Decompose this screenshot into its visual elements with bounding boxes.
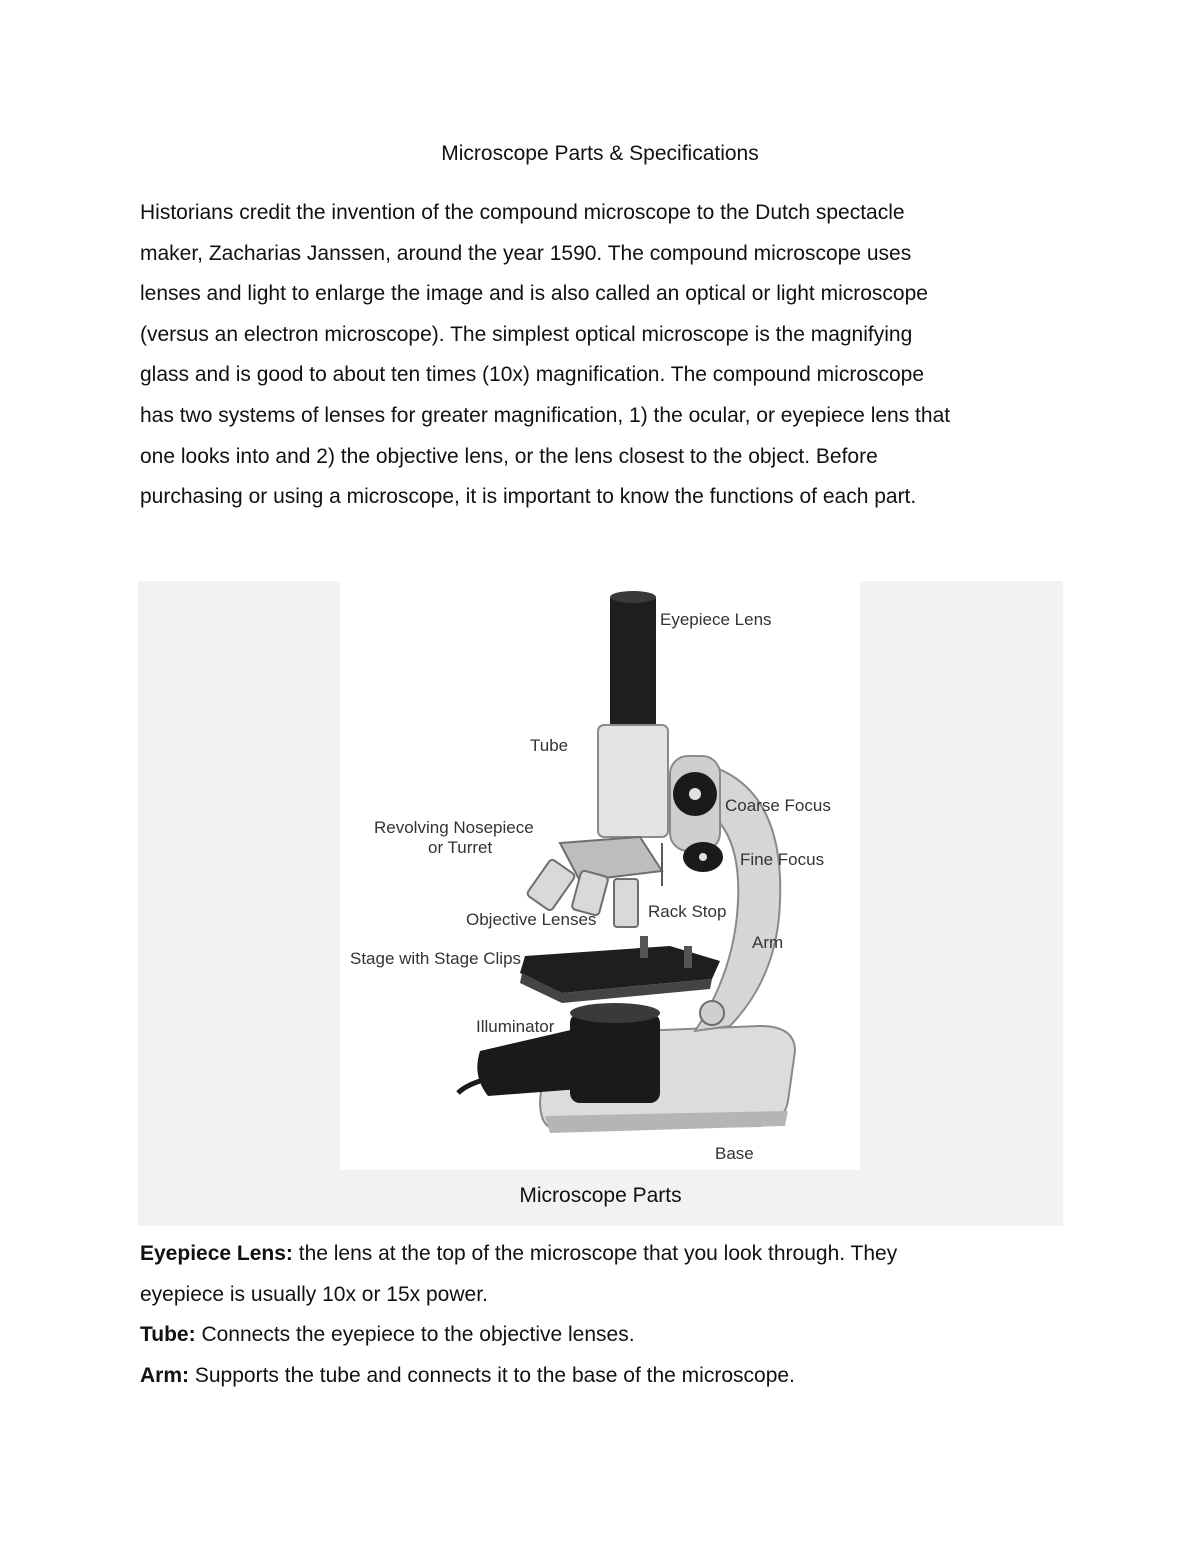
stage-clip xyxy=(684,946,692,968)
intro-line: has two systems of lenses for greater magnification, 1) the ocular, or eyepiece lens that xyxy=(140,403,951,427)
power-cord xyxy=(458,1081,480,1093)
label-objective-lenses: Objective Lenses xyxy=(466,910,597,929)
nosepiece-shape xyxy=(560,837,662,881)
objective-lens xyxy=(614,879,638,927)
definition-term: Arm: xyxy=(140,1363,190,1387)
eyepiece-shape xyxy=(610,595,656,727)
intro-line: maker, Zacharias Janssen, around the year 1590. The compound microscope uses xyxy=(140,241,912,265)
stage-clip xyxy=(640,936,648,958)
figure-caption: Microscope Parts xyxy=(519,1184,682,1207)
illuminator-shape xyxy=(570,1013,660,1103)
intro-line: lenses and light to enlarge the image and is also called an optical or light microscope xyxy=(140,282,928,306)
definition-text: Connects the eyepiece to the objective lenses. xyxy=(195,1323,635,1347)
definition-item xyxy=(140,1315,1070,1356)
label-turret: or Turret xyxy=(428,838,493,857)
definitions-list xyxy=(140,1234,1070,1396)
page-title: Microscope Parts & Specifications xyxy=(441,142,759,165)
label-illuminator: Illuminator xyxy=(476,1017,555,1036)
microscope-illustration xyxy=(340,581,860,1170)
microscope-diagram xyxy=(340,581,860,1170)
intro-line: purchasing or using a microscope, it is important to know the functions of each part. xyxy=(140,485,917,509)
label-rack-stop: Rack Stop xyxy=(648,902,727,921)
figure-frame xyxy=(138,581,1063,1226)
label-coarse-focus: Coarse Focus xyxy=(725,796,831,815)
intro-line: (versus an electron microscope). The simplest optical microscope is the magnifying xyxy=(140,322,913,346)
label-eyepiece-lens: Eyepiece Lens xyxy=(660,610,772,629)
definition-term: Tube: xyxy=(140,1323,196,1347)
intro-line: glass and is good to about ten times (10x) magnification. The compound microscope xyxy=(140,363,925,387)
definition-item xyxy=(140,1234,1070,1275)
label-revolving-nosepiece: Revolving Nosepiece xyxy=(374,818,534,837)
lamp-housing xyxy=(477,1029,580,1096)
objective-lens xyxy=(526,858,576,911)
definition-item xyxy=(140,1356,1070,1397)
intro-paragraph xyxy=(140,193,1070,518)
label-stage-clips: Stage with Stage Clips xyxy=(350,949,522,968)
definition-text-continued: eyepiece is usually 10x or 15x power. xyxy=(140,1282,488,1306)
intro-line: Historians credit the invention of the compound microscope to the Dutch spectacle xyxy=(140,201,905,224)
definition-text: Supports the tube and connects it to the base of the microscope. xyxy=(189,1363,795,1387)
label-fine-focus: Fine Focus xyxy=(740,850,825,869)
label-tube: Tube xyxy=(530,736,569,755)
definition-text: the lens at the top of the microscope that you look through. They xyxy=(292,1242,898,1265)
label-base: Base xyxy=(715,1144,754,1163)
label-arm: Arm xyxy=(752,933,784,952)
tube-shape xyxy=(598,725,668,837)
definition-term: Eyepiece Lens: xyxy=(140,1242,293,1265)
intro-line: one looks into and 2) the objective lens, or the lens closest to the object. Before xyxy=(140,444,878,468)
